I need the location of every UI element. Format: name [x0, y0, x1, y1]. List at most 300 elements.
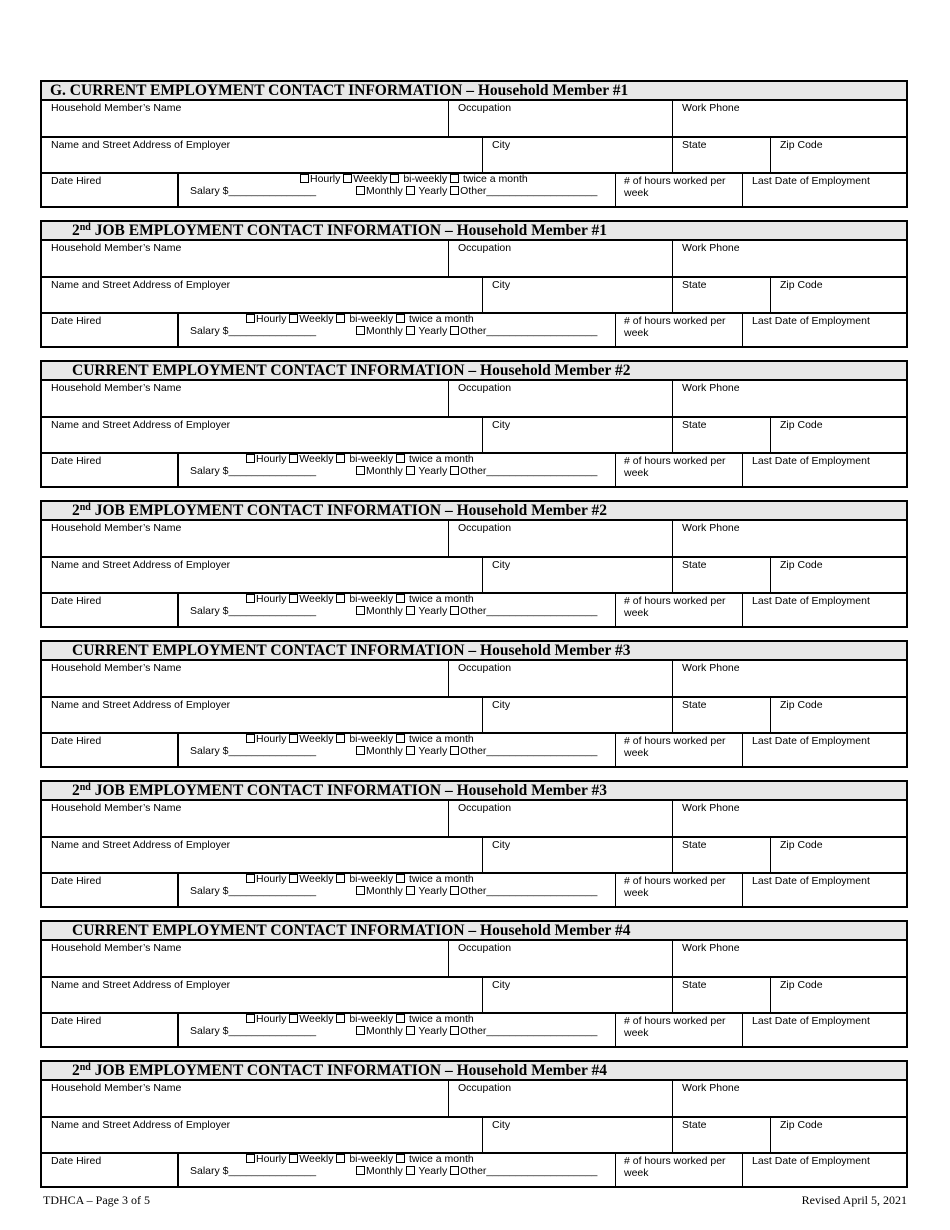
- biweekly-checkbox[interactable]: [336, 1154, 345, 1163]
- weekly-label: Weekly: [299, 453, 334, 465]
- zip-code-field[interactable]: [770, 696, 906, 732]
- weekly-label: Weekly: [353, 173, 388, 185]
- other-label: Other: [460, 745, 487, 757]
- salary-field: [177, 172, 615, 206]
- state-label: State: [682, 979, 707, 991]
- hours-per-week-field[interactable]: [615, 592, 742, 626]
- monthly-checkbox[interactable]: [356, 186, 365, 195]
- yearly-label: Yearly: [418, 1165, 448, 1177]
- other-checkbox[interactable]: [450, 466, 459, 475]
- hours-label-line-2: week: [624, 887, 649, 899]
- salary-field: [177, 452, 615, 486]
- hourly-checkbox[interactable]: [246, 1014, 255, 1023]
- monthly-checkbox[interactable]: [356, 746, 365, 755]
- work-phone-label: Work Phone: [682, 942, 740, 954]
- monthly-label: Monthly: [366, 1165, 403, 1177]
- weekly-label: Weekly: [299, 733, 334, 745]
- employer-address-label: Name and Street Address of Employer: [51, 279, 231, 291]
- yearly-label: Yearly: [418, 745, 448, 757]
- date-hired-label: Date Hired: [51, 175, 102, 187]
- date-hired-label: Date Hired: [51, 735, 102, 747]
- city-field[interactable]: [482, 1116, 672, 1152]
- member-name-field[interactable]: [42, 659, 448, 696]
- weekly-checkbox[interactable]: [289, 314, 298, 323]
- city-field[interactable]: [482, 276, 672, 312]
- weekly-checkbox[interactable]: [289, 454, 298, 463]
- zip-code-label: Zip Code: [780, 279, 823, 291]
- city-field[interactable]: [482, 696, 672, 732]
- yearly-checkbox[interactable]: [406, 466, 415, 475]
- hourly-checkbox[interactable]: [246, 734, 255, 743]
- occupation-field[interactable]: [448, 939, 672, 976]
- twice-a-month-checkbox[interactable]: [396, 594, 405, 603]
- member-name-field[interactable]: [42, 519, 448, 556]
- employer-address-label: Name and Street Address of Employer: [51, 139, 231, 151]
- employment-section: [40, 500, 908, 628]
- section-title-prefix: CURRENT EMPLOYMENT CONTACT INFORMATION – Household Member #3: [72, 642, 631, 659]
- other-label: Other: [460, 1025, 487, 1037]
- twice-a-month-checkbox[interactable]: [396, 314, 405, 323]
- occupation-field[interactable]: [448, 379, 672, 416]
- salary-row: [42, 732, 906, 766]
- work-phone-field[interactable]: [672, 379, 906, 416]
- twice-a-month-checkbox[interactable]: [396, 1014, 405, 1023]
- monthly-checkbox[interactable]: [356, 326, 365, 335]
- salary-label: Salary $: [190, 1165, 229, 1177]
- state-field[interactable]: [672, 1116, 770, 1152]
- other-blank[interactable]: ___________________: [486, 605, 598, 617]
- salary-blank: _______________: [228, 745, 317, 757]
- date-hired-label: Date Hired: [51, 1015, 102, 1027]
- weekly-label: Weekly: [299, 1153, 334, 1165]
- name-row: [42, 659, 906, 698]
- city-field[interactable]: [482, 416, 672, 452]
- occupation-field[interactable]: [448, 239, 672, 276]
- employment-section: [40, 80, 908, 208]
- other-blank[interactable]: ___________________: [486, 1165, 598, 1177]
- salary-amount[interactable]: [190, 465, 316, 477]
- hours-label-line-1: # of hours worked per: [624, 595, 726, 607]
- date-hired-label: Date Hired: [51, 1155, 102, 1167]
- other-blank[interactable]: ___________________: [486, 885, 598, 897]
- salary-field: [177, 1012, 615, 1046]
- employer-row: [42, 696, 906, 734]
- weekly-checkbox[interactable]: [289, 594, 298, 603]
- occupation-field[interactable]: [448, 659, 672, 696]
- work-phone-field[interactable]: [672, 99, 906, 136]
- section-title-prefix: 2: [72, 1062, 80, 1079]
- employer-row: [42, 416, 906, 454]
- occupation-label: Occupation: [458, 942, 512, 954]
- other-blank[interactable]: ___________________: [486, 325, 598, 337]
- other-blank[interactable]: ___________________: [486, 745, 598, 757]
- hourly-checkbox[interactable]: [300, 174, 309, 183]
- work-phone-label: Work Phone: [682, 102, 740, 114]
- date-hired-label: Date Hired: [51, 315, 102, 327]
- section-title-superscript: nd: [79, 782, 91, 793]
- state-field[interactable]: [672, 976, 770, 1012]
- biweekly-label: bi-weekly: [349, 1153, 394, 1165]
- state-field[interactable]: [672, 416, 770, 452]
- zip-code-field[interactable]: [770, 136, 906, 172]
- salary-row: [42, 312, 906, 346]
- salary-row: [42, 872, 906, 906]
- work-phone-label: Work Phone: [682, 662, 740, 674]
- salary-field: [177, 592, 615, 626]
- member-name-label: Household Member’s Name: [51, 802, 182, 814]
- biweekly-checkbox[interactable]: [336, 594, 345, 603]
- salary-amount[interactable]: [190, 1165, 316, 1177]
- employer-address-label: Name and Street Address of Employer: [51, 979, 231, 991]
- monthly-label: Monthly: [366, 185, 403, 197]
- yearly-checkbox[interactable]: [406, 746, 415, 755]
- salary-row: [42, 172, 906, 206]
- salary-amount[interactable]: [190, 885, 316, 897]
- monthly-label: Monthly: [366, 465, 403, 477]
- monthly-checkbox[interactable]: [356, 1026, 365, 1035]
- biweekly-checkbox[interactable]: [336, 734, 345, 743]
- zip-code-field[interactable]: [770, 836, 906, 872]
- last-date-label: Last Date of Employment: [752, 455, 870, 467]
- city-field[interactable]: [482, 136, 672, 172]
- city-label: City: [492, 839, 511, 851]
- monthly-label: Monthly: [366, 605, 403, 617]
- section-title-superscript: nd: [79, 1062, 91, 1073]
- weekly-checkbox[interactable]: [289, 1014, 298, 1023]
- occupation-field[interactable]: [448, 99, 672, 136]
- yearly-checkbox[interactable]: [406, 186, 415, 195]
- date-hired-field[interactable]: [42, 732, 177, 766]
- hourly-checkbox[interactable]: [246, 314, 255, 323]
- employer-row: [42, 276, 906, 314]
- work-phone-field[interactable]: [672, 519, 906, 556]
- weekly-checkbox[interactable]: [289, 1154, 298, 1163]
- work-phone-field[interactable]: [672, 239, 906, 276]
- yearly-checkbox[interactable]: [406, 1026, 415, 1035]
- other-checkbox[interactable]: [450, 326, 459, 335]
- hourly-label: Hourly: [310, 173, 341, 185]
- work-phone-label: Work Phone: [682, 522, 740, 534]
- biweekly-checkbox[interactable]: [336, 314, 345, 323]
- hours-label-line-2: week: [624, 467, 649, 479]
- salary-amount[interactable]: [190, 185, 316, 197]
- twice-a-month-checkbox[interactable]: [450, 174, 459, 183]
- hours-label-line-1: # of hours worked per: [624, 875, 726, 887]
- state-field[interactable]: [672, 836, 770, 872]
- last-date-field[interactable]: [742, 872, 906, 906]
- city-field[interactable]: [482, 976, 672, 1012]
- twice-a-month-label: twice a month: [408, 873, 474, 885]
- yearly-label: Yearly: [418, 605, 448, 617]
- zip-code-field[interactable]: [770, 976, 906, 1012]
- date-hired-field[interactable]: [42, 172, 177, 206]
- employer-address-field[interactable]: [42, 836, 482, 872]
- monthly-checkbox[interactable]: [356, 886, 365, 895]
- state-field[interactable]: [672, 556, 770, 592]
- salary-row: [42, 452, 906, 486]
- member-name-field[interactable]: [42, 239, 448, 276]
- employer-address-field[interactable]: [42, 276, 482, 312]
- footer-revision-date: Revised April 5, 2021: [801, 1193, 907, 1207]
- date-hired-field[interactable]: [42, 1012, 177, 1046]
- salary-amount[interactable]: [190, 1025, 316, 1037]
- date-hired-label: Date Hired: [51, 595, 102, 607]
- name-row: [42, 239, 906, 278]
- last-date-field[interactable]: [742, 312, 906, 346]
- salary-amount[interactable]: [190, 745, 316, 757]
- hourly-checkbox[interactable]: [246, 1154, 255, 1163]
- pay-frequency-line-1: [246, 1153, 474, 1165]
- monthly-label: Monthly: [366, 325, 403, 337]
- twice-a-month-label: twice a month: [408, 593, 474, 605]
- last-date-label: Last Date of Employment: [752, 175, 870, 187]
- hourly-checkbox[interactable]: [246, 594, 255, 603]
- salary-label: Salary $: [190, 885, 229, 897]
- other-checkbox[interactable]: [450, 606, 459, 615]
- other-blank[interactable]: ___________________: [486, 185, 598, 197]
- biweekly-checkbox[interactable]: [390, 174, 399, 183]
- other-label: Other: [460, 325, 487, 337]
- date-hired-field[interactable]: [42, 312, 177, 346]
- hourly-label: Hourly: [256, 593, 287, 605]
- last-date-label: Last Date of Employment: [752, 875, 870, 887]
- state-label: State: [682, 279, 707, 291]
- section-title-prefix: 2: [72, 222, 80, 239]
- employer-address-label: Name and Street Address of Employer: [51, 559, 231, 571]
- hours-label-line-2: week: [624, 607, 649, 619]
- employer-address-field[interactable]: [42, 696, 482, 732]
- hours-per-week-field[interactable]: [615, 452, 742, 486]
- other-checkbox[interactable]: [450, 1166, 459, 1175]
- biweekly-checkbox[interactable]: [336, 1014, 345, 1023]
- salary-field: [177, 312, 615, 346]
- employer-address-label: Name and Street Address of Employer: [51, 699, 231, 711]
- other-blank[interactable]: ___________________: [486, 465, 598, 477]
- last-date-field[interactable]: [742, 172, 906, 206]
- weekly-label: Weekly: [299, 1013, 334, 1025]
- yearly-label: Yearly: [418, 465, 448, 477]
- yearly-checkbox[interactable]: [406, 606, 415, 615]
- section-title-rest: JOB EMPLOYMENT CONTACT INFORMATION – Household Member #1: [90, 222, 607, 239]
- state-label: State: [682, 419, 707, 431]
- zip-code-field[interactable]: [770, 276, 906, 312]
- other-checkbox[interactable]: [450, 746, 459, 755]
- member-name-field[interactable]: [42, 799, 448, 836]
- twice-a-month-checkbox[interactable]: [396, 734, 405, 743]
- work-phone-field[interactable]: [672, 799, 906, 836]
- city-label: City: [492, 279, 511, 291]
- hours-per-week-field[interactable]: [615, 732, 742, 766]
- member-name-label: Household Member’s Name: [51, 1082, 182, 1094]
- zip-code-field[interactable]: [770, 416, 906, 452]
- salary-field: [177, 872, 615, 906]
- other-blank[interactable]: ___________________: [486, 1025, 598, 1037]
- last-date-label: Last Date of Employment: [752, 1015, 870, 1027]
- salary-blank: _______________: [228, 1025, 317, 1037]
- weekly-checkbox[interactable]: [343, 174, 352, 183]
- zip-code-label: Zip Code: [780, 139, 823, 151]
- occupation-label: Occupation: [458, 1082, 512, 1094]
- date-hired-field[interactable]: [42, 872, 177, 906]
- weekly-checkbox[interactable]: [289, 734, 298, 743]
- hours-label-line-2: week: [624, 187, 649, 199]
- member-name-label: Household Member’s Name: [51, 102, 182, 114]
- member-name-field[interactable]: [42, 99, 448, 136]
- member-name-field[interactable]: [42, 939, 448, 976]
- occupation-label: Occupation: [458, 242, 512, 254]
- employer-row: [42, 976, 906, 1014]
- employer-address-field[interactable]: [42, 976, 482, 1012]
- weekly-label: Weekly: [299, 873, 334, 885]
- hours-per-week-field[interactable]: [615, 172, 742, 206]
- yearly-checkbox[interactable]: [406, 886, 415, 895]
- pay-frequency-line-2: [356, 325, 597, 337]
- employer-address-field[interactable]: [42, 416, 482, 452]
- salary-amount[interactable]: [190, 325, 316, 337]
- employer-address-field[interactable]: [42, 556, 482, 592]
- hourly-label: Hourly: [256, 733, 287, 745]
- weekly-checkbox[interactable]: [289, 874, 298, 883]
- employer-row: [42, 136, 906, 174]
- state-label: State: [682, 1119, 707, 1131]
- hours-label-line-1: # of hours worked per: [624, 315, 726, 327]
- monthly-checkbox[interactable]: [356, 1166, 365, 1175]
- salary-label: Salary $: [190, 745, 229, 757]
- section-title-prefix: CURRENT EMPLOYMENT CONTACT INFORMATION – Household Member #4: [72, 922, 631, 939]
- employer-row: [42, 836, 906, 874]
- salary-amount[interactable]: [190, 605, 316, 617]
- section-title-rest: JOB EMPLOYMENT CONTACT INFORMATION – Household Member #2: [90, 502, 607, 519]
- last-date-field[interactable]: [742, 452, 906, 486]
- member-name-label: Household Member’s Name: [51, 382, 182, 394]
- pay-frequency-line-1: [246, 1013, 474, 1025]
- monthly-checkbox[interactable]: [356, 606, 365, 615]
- occupation-field[interactable]: [448, 1079, 672, 1116]
- hours-label-line-2: week: [624, 747, 649, 759]
- pay-frequency-line-1: [246, 313, 474, 325]
- work-phone-label: Work Phone: [682, 242, 740, 254]
- pay-frequency-line-2: [356, 605, 597, 617]
- twice-a-month-checkbox[interactable]: [396, 1154, 405, 1163]
- employer-address-field[interactable]: [42, 136, 482, 172]
- work-phone-field[interactable]: [672, 659, 906, 696]
- pay-frequency-line-1: [300, 173, 528, 185]
- date-hired-label: Date Hired: [51, 875, 102, 887]
- pay-frequency-line-1: [246, 593, 474, 605]
- salary-label: Salary $: [190, 605, 229, 617]
- employer-address-field[interactable]: [42, 1116, 482, 1152]
- pay-frequency-line-1: [246, 453, 474, 465]
- date-hired-label: Date Hired: [51, 455, 102, 467]
- hours-per-week-field[interactable]: [615, 1152, 742, 1186]
- state-label: State: [682, 559, 707, 571]
- zip-code-field[interactable]: [770, 1116, 906, 1152]
- occupation-label: Occupation: [458, 382, 512, 394]
- last-date-label: Last Date of Employment: [752, 735, 870, 747]
- state-label: State: [682, 139, 707, 151]
- name-row: [42, 99, 906, 138]
- yearly-checkbox[interactable]: [406, 1166, 415, 1175]
- salary-blank: _______________: [228, 325, 317, 337]
- member-name-label: Household Member’s Name: [51, 942, 182, 954]
- twice-a-month-checkbox[interactable]: [396, 454, 405, 463]
- occupation-field[interactable]: [448, 519, 672, 556]
- yearly-label: Yearly: [418, 325, 448, 337]
- other-label: Other: [460, 885, 487, 897]
- biweekly-label: bi-weekly: [349, 313, 394, 325]
- pay-frequency-line-2: [356, 1165, 597, 1177]
- twice-a-month-checkbox[interactable]: [396, 874, 405, 883]
- zip-code-field[interactable]: [770, 556, 906, 592]
- city-label: City: [492, 559, 511, 571]
- member-name-field[interactable]: [42, 1079, 448, 1116]
- biweekly-checkbox[interactable]: [336, 454, 345, 463]
- date-hired-field[interactable]: [42, 452, 177, 486]
- biweekly-checkbox[interactable]: [336, 874, 345, 883]
- date-hired-field[interactable]: [42, 592, 177, 626]
- pay-frequency-line-1: [246, 873, 474, 885]
- hourly-checkbox[interactable]: [246, 874, 255, 883]
- hours-per-week-field[interactable]: [615, 312, 742, 346]
- employment-section: [40, 220, 908, 348]
- other-checkbox[interactable]: [450, 186, 459, 195]
- state-field[interactable]: [672, 696, 770, 732]
- other-checkbox[interactable]: [450, 1026, 459, 1035]
- section-title-rest: JOB EMPLOYMENT CONTACT INFORMATION – Household Member #4: [90, 1062, 607, 1079]
- yearly-checkbox[interactable]: [406, 326, 415, 335]
- other-checkbox[interactable]: [450, 886, 459, 895]
- state-field[interactable]: [672, 136, 770, 172]
- hourly-checkbox[interactable]: [246, 454, 255, 463]
- salary-label: Salary $: [190, 1025, 229, 1037]
- date-hired-field[interactable]: [42, 1152, 177, 1186]
- city-field[interactable]: [482, 836, 672, 872]
- hours-per-week-field[interactable]: [615, 872, 742, 906]
- hourly-label: Hourly: [256, 453, 287, 465]
- work-phone-field[interactable]: [672, 939, 906, 976]
- last-date-field[interactable]: [742, 1012, 906, 1046]
- monthly-label: Monthly: [366, 745, 403, 757]
- work-phone-label: Work Phone: [682, 1082, 740, 1094]
- last-date-field[interactable]: [742, 592, 906, 626]
- biweekly-label: bi-weekly: [403, 173, 448, 185]
- section-title-prefix: CURRENT EMPLOYMENT CONTACT INFORMATION – Household Member #2: [72, 362, 631, 379]
- salary-field: [177, 1152, 615, 1186]
- city-label: City: [492, 1119, 511, 1131]
- hours-per-week-field[interactable]: [615, 1012, 742, 1046]
- monthly-checkbox[interactable]: [356, 466, 365, 475]
- zip-code-label: Zip Code: [780, 979, 823, 991]
- salary-blank: _______________: [228, 185, 317, 197]
- employment-section: [40, 640, 908, 768]
- member-name-field[interactable]: [42, 379, 448, 416]
- city-field[interactable]: [482, 556, 672, 592]
- work-phone-field[interactable]: [672, 1079, 906, 1116]
- last-date-field[interactable]: [742, 732, 906, 766]
- state-field[interactable]: [672, 276, 770, 312]
- occupation-label: Occupation: [458, 102, 512, 114]
- other-label: Other: [460, 1165, 487, 1177]
- hourly-label: Hourly: [256, 1153, 287, 1165]
- hours-label-line-2: week: [624, 1027, 649, 1039]
- section-title-superscript: nd: [79, 502, 91, 513]
- other-label: Other: [460, 605, 487, 617]
- twice-a-month-label: twice a month: [408, 453, 474, 465]
- occupation-field[interactable]: [448, 799, 672, 836]
- last-date-field[interactable]: [742, 1152, 906, 1186]
- zip-code-label: Zip Code: [780, 419, 823, 431]
- last-date-label: Last Date of Employment: [752, 315, 870, 327]
